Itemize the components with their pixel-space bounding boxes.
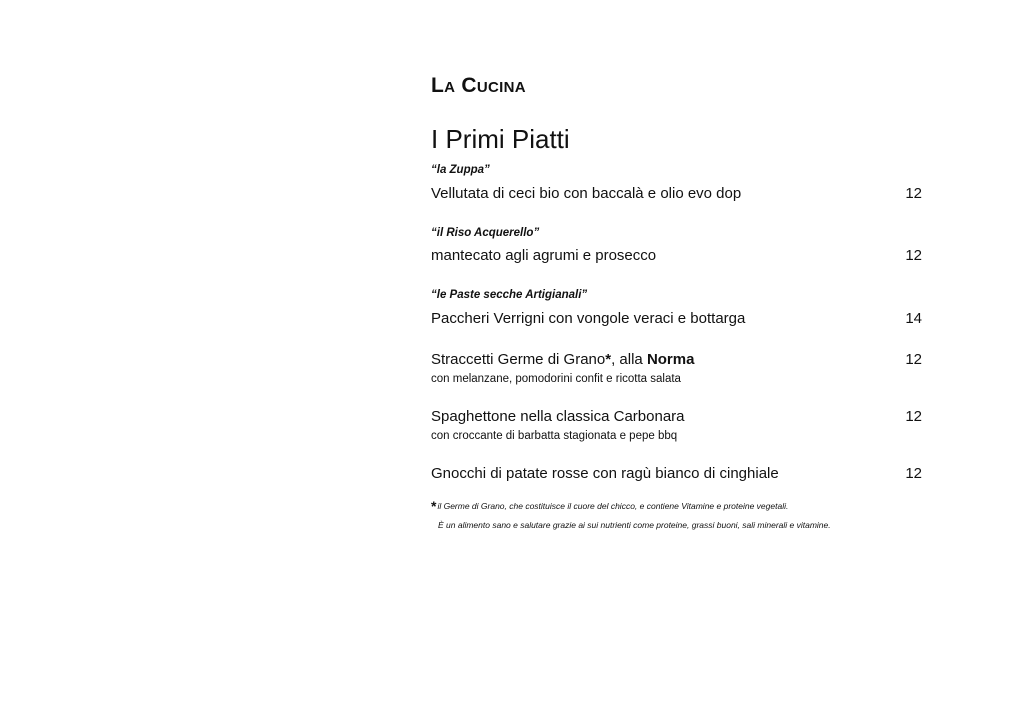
dish-row-zuppa (431, 185, 922, 202)
dish-name: Spaghettone nella classica Carbonara (431, 408, 685, 425)
footnote-line-1 (431, 498, 789, 514)
dish-row-gnocchi (431, 465, 922, 482)
dish-name: Gnocchi di patate rosse con ragù bianco di cinghiale (431, 465, 779, 482)
dish-price: 12 (905, 185, 922, 202)
dish-name-prefix: Straccetti Germe di Grano (431, 351, 606, 368)
footnote-line-2: È un alimento sano e salutare grazie ai sui nutrienti come proteine, grassi buoni, sali minerali e vitamine. (438, 520, 831, 530)
dish-name-bold: Norma (646, 351, 695, 368)
dish-row-riso (431, 247, 922, 264)
dish-row-spaghettone (431, 408, 922, 425)
dish-price: 14 (905, 310, 922, 327)
footnote-asterisk: * (431, 498, 437, 514)
footnote-text-1: il Germe di Grano, che costituisce il cuore del chicco, e contiene Vitamine e proteine vegetali. (437, 501, 789, 511)
dish-name-mid: , alla (611, 351, 647, 368)
menu-page (431, 0, 931, 724)
dish-price: 12 (905, 351, 922, 368)
dish-price: 12 (905, 247, 922, 264)
category-paste: “le Paste secche Artigianali” (431, 289, 588, 301)
dish-desc-straccetti: con melanzane, pomodorini confit e ricotta salata (431, 373, 681, 385)
dish-name: mantecato agli agrumi e prosecco (431, 247, 657, 264)
dish-price: 12 (905, 408, 922, 425)
dish-row-straccetti (431, 351, 922, 368)
dish-row-paccheri (431, 310, 922, 327)
section-title: I Primi Piatti (431, 124, 570, 154)
category-zuppa: “la Zuppa” (431, 164, 490, 176)
dish-desc-spaghettone: con croccante di barbatta stagionata e pepe bbq (431, 430, 678, 442)
dish-name: Vellutata di ceci bio con baccalà e olio evo dop (431, 185, 742, 202)
dish-name (431, 351, 694, 368)
dish-price: 12 (905, 465, 922, 482)
category-riso: “il Riso Acquerello” (431, 227, 540, 239)
brand-title: La Cucina (431, 74, 526, 97)
dish-name: Paccheri Verrigni con vongole veraci e bottarga (431, 310, 746, 327)
asterisk-mark: * (605, 351, 612, 368)
